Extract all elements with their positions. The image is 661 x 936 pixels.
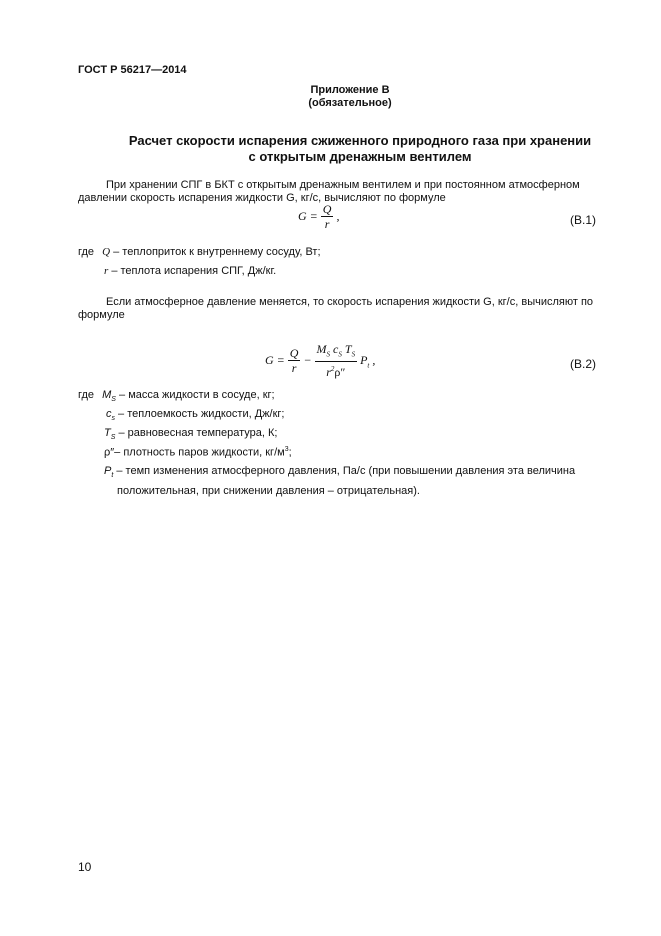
rho-symbol: ρ″ [104,446,115,459]
appendix-status: (обязательное) [308,97,392,109]
pt-definition: – темп изменения атмосферного давления, Па/с (при повышении давления эта величина [116,465,576,477]
r-definition: – теплота испарения СПГ, Дж/кг. [108,265,277,277]
definition-r [104,265,276,277]
definition-cs [106,408,284,422]
where-label-2: где [78,389,95,401]
ms-symbol: $M_S$ [102,389,116,404]
standard-designation: ГОСТ Р 56217—2014 [78,64,187,76]
paragraph2-line1: Если атмосферное давление меняется, то скорость испарения жидкости G, кг/с, вычисляют по [106,296,594,308]
definition-ms [78,389,275,403]
section-heading-line2: с открытым дренажным вентилем [248,149,472,164]
section-heading-line1: Расчет скорости испарения сжиженного природного газа при хранении [128,133,592,148]
formula-b1: G = $\frac{Q}{r}$ , [298,202,340,231]
where-label: где [78,246,95,258]
appendix-title: Приложение В [310,84,390,96]
formula-b1-number: (В.1) [570,213,597,227]
ts-symbol: $T_S$ [104,427,116,442]
definition-ts [104,427,277,441]
pt-symbol: $P_t$ [104,465,114,480]
paragraph2-line2: формуле [78,309,125,321]
cs-definition: – теплоемкость жидкости, Дж/кг; [115,408,285,420]
definition-rho: ρ″– плотность паров жидкости, $кг/м^3$; [104,446,292,459]
cs-symbol: $c_s$ [106,408,115,423]
r-symbol: r [104,265,109,277]
paragraph1-line2: давлении скорость испарения жидкости G, кг/с, вычисляют по формуле [78,192,446,204]
q-definition: – теплоприток к внутреннему сосуду, Вт; [110,246,321,258]
definition-pt-continued: положительная, при снижении давления – отрицательная). [117,485,420,497]
page-number: 10 [78,860,92,874]
paragraph1-line1: При хранении СПГ в БКТ с открытым дренажным вентилем и при постоянном атмосферном [106,179,580,191]
formula-b2: G = $\frac{Q}{r}$ − $\frac{M_S c_S T_S}{r^2\rho''}$ $P_t$ , [265,342,376,380]
q-symbol: Q [102,246,111,258]
definition-q [78,246,321,258]
ms-definition: – масса жидкости в сосуде, кг; [115,389,275,401]
ts-definition: – равновесная температура, К; [115,427,278,439]
formula-b2-number: (В.2) [570,357,597,371]
definition-pt [104,465,575,479]
rho-definition: – плотность паров жидкости, кг/м [114,446,285,459]
